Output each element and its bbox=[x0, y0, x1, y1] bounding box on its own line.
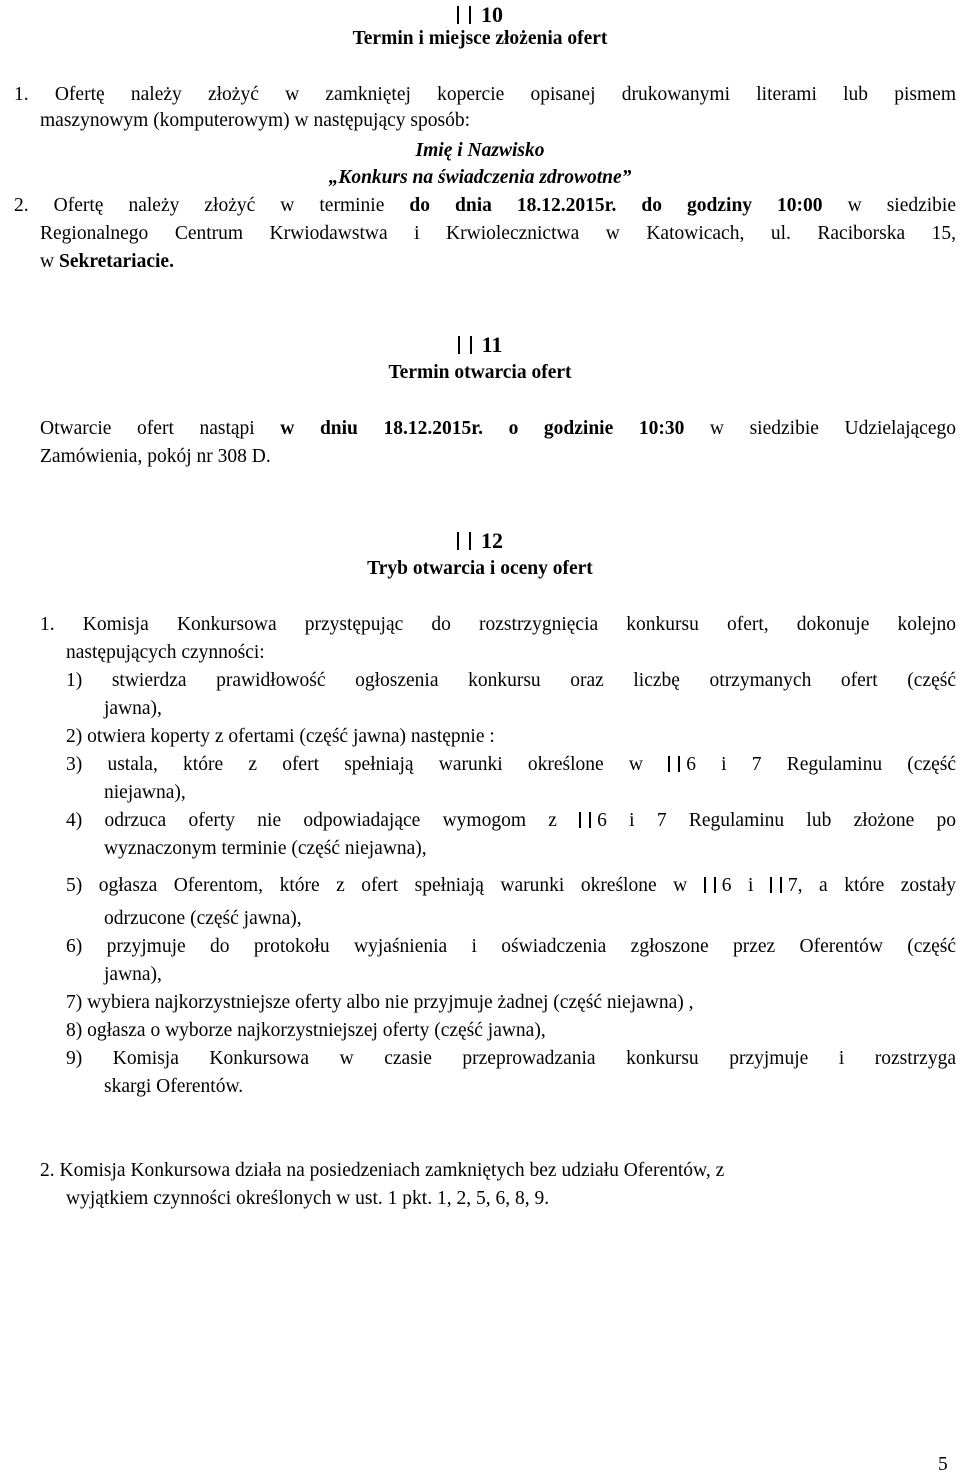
list-item-3-line1: 3) ustala, które z ofert spełniają warunki określone w 6 i 7 Regulaminu (część bbox=[66, 754, 956, 775]
section-sign-icon bbox=[457, 532, 471, 550]
s10-para2-line1: 2. Ofertę należy złożyć w terminie do dnia 18.12.2015r. do godziny 10:00 w siedzibie bbox=[14, 195, 956, 216]
list-item-1-line2: jawna), bbox=[104, 698, 162, 719]
s12-para1-line2: następujących czynności: bbox=[66, 642, 265, 663]
s11-line1: Otwarcie ofert nastąpi w dniu 18.12.2015r. o godzinie 10:30 w siedzibie Udzielającego bbox=[40, 418, 956, 439]
list-item-4-line1: 4) odrzuca oferty nie odpowiadające wymogom z 6 i 7 Regulaminu lub złożone po bbox=[66, 810, 956, 831]
section-sign-icon bbox=[457, 6, 471, 24]
list-item-5-line2: odrzucone (część jawna), bbox=[104, 908, 302, 929]
list-item-1-line1: 1) stwierdza prawidłowość ogłoszenia konkursu oraz liczbę otrzymanych ofert (część bbox=[66, 670, 956, 691]
list-item-8: 8) ogłasza o wyborze najkorzystniejszej oferty (część jawna), bbox=[66, 1020, 546, 1041]
list-item-3-line2: niejawna), bbox=[104, 782, 186, 803]
section-10-title: Termin i miejsce złożenia ofert bbox=[352, 28, 608, 49]
s10-para2-line3: w Sekretariacie. bbox=[40, 251, 174, 272]
section-12-title: Tryb otwarcia i oceny ofert bbox=[367, 558, 593, 579]
list-item-9-line1: 9) Komisja Konkursowa w czasie przeprowadzania konkursu przyjmuje i rozstrzyga bbox=[66, 1048, 956, 1069]
section-11-title: Termin otwarcia ofert bbox=[388, 362, 572, 383]
page-number: 5 bbox=[938, 1454, 948, 1475]
section-sign-icon bbox=[770, 877, 782, 893]
list-item-4-line2: wyznaczonym terminie (część niejawna), bbox=[104, 838, 427, 859]
s10-para1-line2: maszynowym (komputerowym) w następujący sposób: bbox=[40, 110, 471, 131]
list-item-6-line2: jawna), bbox=[104, 964, 162, 985]
s10-para2-line2: Regionalnego Centrum Krwiodawstwa i Krwiolecznictwa w Katowicach, ul. Raciborska 15, bbox=[40, 223, 956, 244]
list-item-2: 2) otwiera koperty z ofertami (część jawna) następnie : bbox=[66, 726, 495, 747]
s12-para1-line1: 1. Komisja Konkursowa przystępując do rozstrzygnięcia konkursu ofert, dokonuje kolejno bbox=[40, 614, 956, 635]
section-sign-icon bbox=[579, 812, 591, 828]
section-10-heading: 10 bbox=[0, 2, 960, 30]
s12-para2-line2: wyjątkiem czynności określonych w ust. 1 pkt. 1, 2, 5, 6, 8, 9. bbox=[66, 1188, 550, 1209]
label-contest: „Konkurs na świadczenia zdrowotne” bbox=[328, 167, 632, 188]
section-12-heading: 12 bbox=[0, 528, 960, 556]
label-name: Imię i Nazwisko bbox=[415, 140, 545, 161]
list-item-5-line1: 5) ogłasza Oferentom, które z ofert spełniają warunki określone w 6 i 7, a które zostały bbox=[66, 875, 956, 896]
list-item-6-line1: 6) przyjmuje do protokołu wyjaśnienia i oświadczenia zgłoszone przez Oferentów (część bbox=[66, 936, 956, 957]
list-item-7: 7) wybiera najkorzystniejsze oferty albo nie przyjmuje żadnej (część niejawna) , bbox=[66, 992, 694, 1013]
section-11-heading: 11 bbox=[0, 332, 960, 360]
s12-para2-line1: 2. Komisja Konkursowa działa na posiedzeniach zamkniętych bez udziału Oferentów, z bbox=[40, 1160, 725, 1181]
s11-line2: Zamówienia, pokój nr 308 D. bbox=[40, 446, 271, 467]
section-sign-icon bbox=[668, 756, 680, 772]
s10-para1-line1: 1. Ofertę należy złożyć w zamkniętej kopercie opisanej drukowanymi literami lub pismem bbox=[14, 84, 956, 105]
section-sign-icon bbox=[458, 336, 472, 354]
list-item-9-line2: skargi Oferentów. bbox=[104, 1076, 244, 1097]
section-sign-icon bbox=[704, 877, 716, 893]
